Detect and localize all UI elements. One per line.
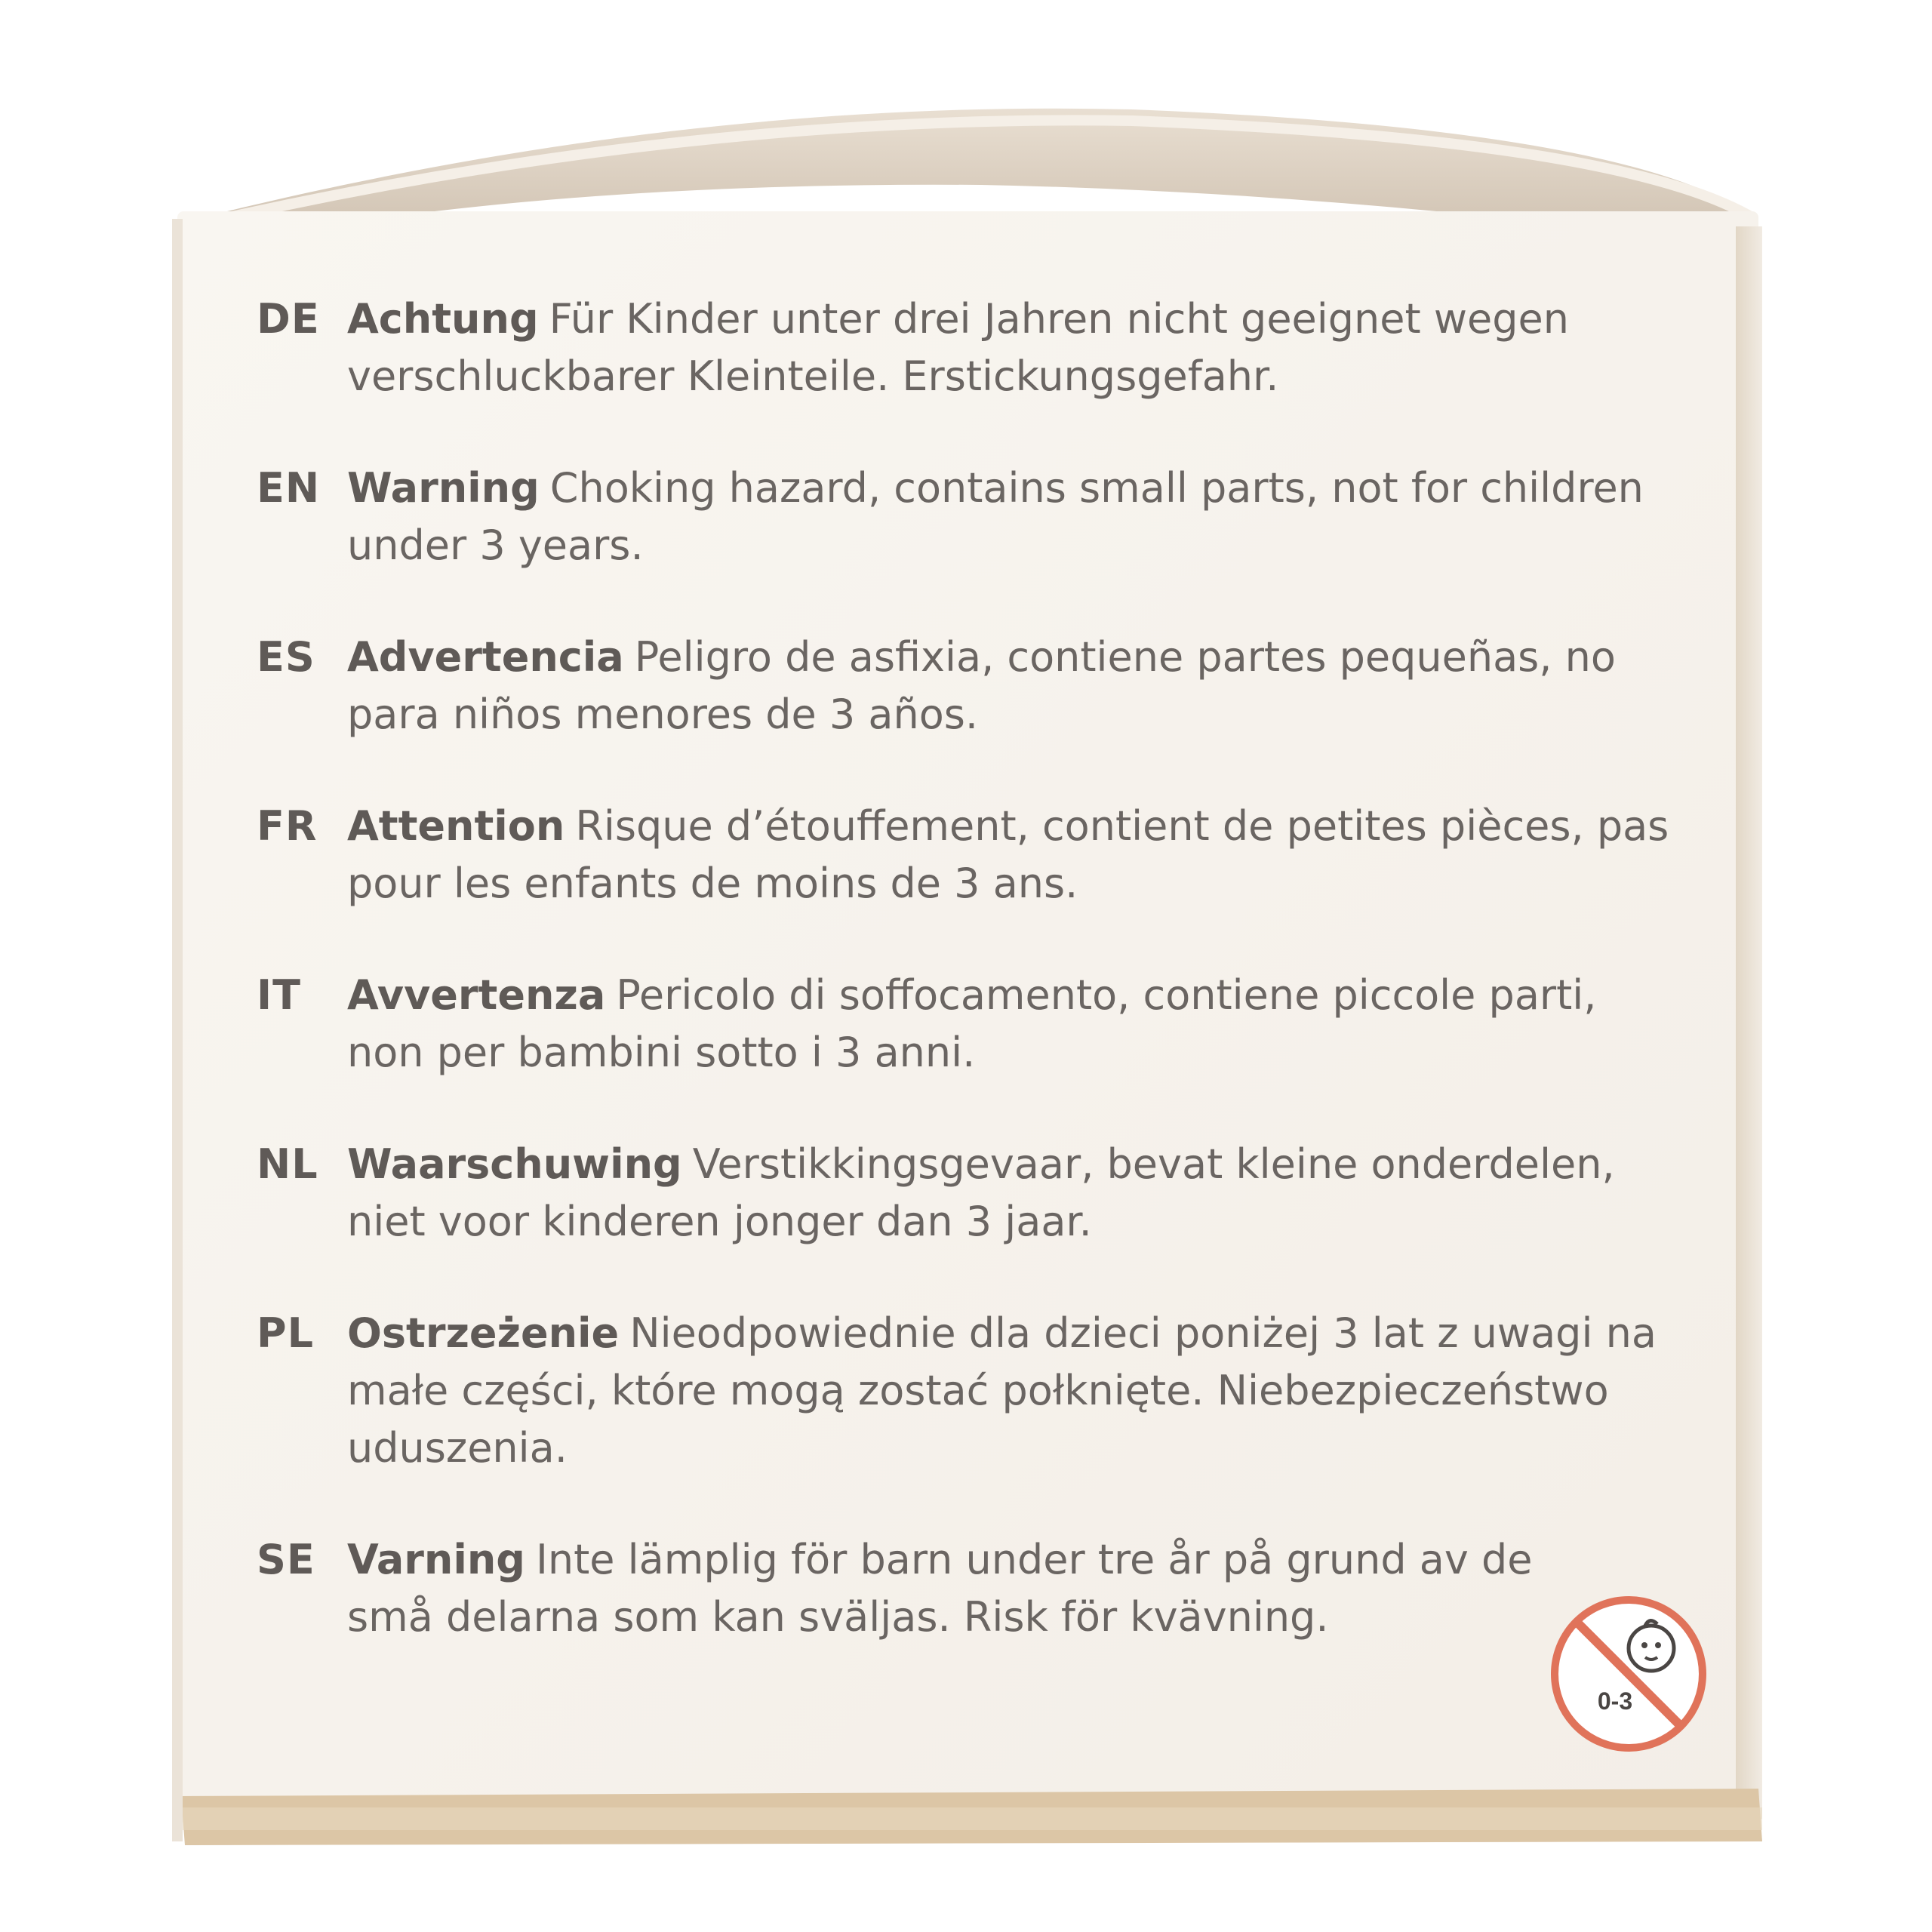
warning-text [347, 460, 1683, 574]
warning-es [257, 629, 1690, 743]
warning-text [347, 1136, 1683, 1251]
warning-text [347, 1531, 1630, 1646]
warning-body: Pericolo di soffocamento, contiene piccole parti, non per bambini sotto i 3 anni. [347, 971, 1597, 1076]
age-badge-label: 0-3 [1597, 1687, 1633, 1715]
lang-code: ES [257, 633, 315, 681]
warning-body: Risque d’étouffement, contient de petites pièces, pas pour les enfants de moins de 3 ans. [347, 802, 1669, 907]
warning-pl [257, 1305, 1690, 1477]
box-left-edge [172, 219, 183, 1841]
warning-heading: Attention [347, 802, 565, 850]
warning-it [257, 967, 1690, 1081]
warning-en [257, 460, 1690, 574]
warning-heading: Varning [347, 1536, 525, 1583]
warning-heading: Waarschuwing [347, 1140, 682, 1188]
warning-text [347, 291, 1683, 405]
lang-code: IT [257, 971, 301, 1019]
warning-text [347, 629, 1683, 743]
box-right-edge [1736, 226, 1762, 1819]
warning-body: Peligro de asfixia, contiene partes pequeñas, no para niños menores de 3 años. [347, 633, 1616, 738]
warning-body: Für Kinder unter drei Jahren nicht geeignet wegen verschluckbarer Kleinteile. Erstickungsgefahr. [347, 295, 1569, 400]
lang-code: EN [257, 464, 321, 512]
no-baby-icon [1549, 1594, 1709, 1754]
lang-code: SE [257, 1536, 315, 1583]
warning-heading: Advertencia [347, 633, 624, 681]
warning-text [347, 798, 1683, 912]
lang-code: PL [257, 1309, 314, 1357]
warning-body: Inte lämplig för barn under tre år på grund av de små delarna som kan sväljas. Risk för kvävning. [347, 1536, 1533, 1641]
lang-code: NL [257, 1140, 318, 1188]
warning-heading: Achtung [347, 295, 539, 343]
warning-fr [257, 798, 1690, 912]
warning-heading: Warning [347, 464, 540, 512]
warning-body: Nieodpowiednie dla dzieci poniżej 3 lat z uwagi na małe części, które mogą zostać połknięte. Niebezpieczeństwo uduszenia. [347, 1309, 1657, 1472]
warning-body: Choking hazard, contains small parts, not for children under 3 years. [347, 464, 1644, 569]
warning-se [257, 1531, 1690, 1646]
warning-heading: Avvertenza [347, 971, 606, 1019]
lang-code: DE [257, 295, 320, 343]
warning-text [347, 1305, 1683, 1477]
warning-de [257, 291, 1690, 405]
warning-nl [257, 1136, 1690, 1251]
warning-heading: Ostrzeżenie [347, 1309, 620, 1357]
warning-list [257, 291, 1690, 1646]
warning-text [347, 967, 1683, 1081]
lang-code: FR [257, 802, 318, 850]
warning-body: Verstikkingsgevaar, bevat kleine onderdelen, niet voor kinderen jonger dan 3 jaar. [347, 1140, 1615, 1245]
